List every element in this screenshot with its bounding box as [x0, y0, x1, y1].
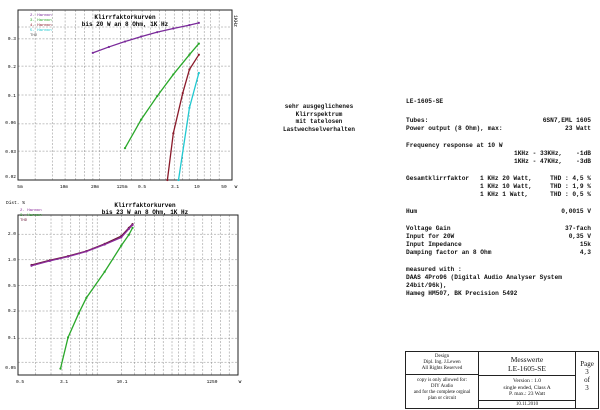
- freq-range: 1KHz - 47KHz,: [514, 158, 563, 165]
- legend-2-harmon: 2. Harmon: [20, 209, 42, 213]
- data-point: [182, 92, 184, 94]
- legend-5-harmon: 5. Harmon: [30, 29, 52, 33]
- power-value: 23 Watt: [565, 125, 591, 132]
- copy-note: plan or circuit: [427, 396, 457, 401]
- x-tick: 10.1: [116, 380, 128, 385]
- data-point: [108, 46, 110, 48]
- rights-text: All Rights Reserved: [421, 366, 463, 371]
- x-tick: 20m: [90, 185, 100, 190]
- title-model: LE-1605-SE: [508, 364, 546, 373]
- comment-line: sehr ausgeglichenes: [284, 103, 354, 110]
- thd-value: THD : 4,5 %: [550, 175, 591, 182]
- y-tick: 0.1: [7, 94, 16, 99]
- y-tick: 0.03: [5, 150, 16, 155]
- data-point: [92, 52, 94, 54]
- data-point: [124, 147, 126, 149]
- data-point: [172, 27, 174, 29]
- data-point: [59, 368, 61, 370]
- data-point: [156, 31, 158, 33]
- title-pmax: P. max.: 23 Watt: [509, 391, 545, 397]
- spec-model: LE-1605-SE: [406, 98, 444, 105]
- data-point: [120, 245, 122, 247]
- data-point: [67, 336, 69, 338]
- data-point: [198, 22, 200, 24]
- y-tick: 0.1: [7, 336, 16, 341]
- tubes-value: 6SN7,EML 1605: [542, 117, 591, 124]
- title-block-page-cell: [576, 352, 598, 408]
- data-point: [188, 107, 190, 109]
- data-point: [188, 54, 190, 56]
- legend-thd: THD: [30, 34, 38, 38]
- x-tick: 3.1: [59, 380, 69, 385]
- page-of-label: of: [584, 376, 590, 384]
- data-point: [30, 265, 32, 267]
- title-type: single ended, Class A: [503, 384, 551, 391]
- thd-label: Gesamtklirrfaktor: [406, 175, 470, 182]
- power-label: Power output (8 Ohm), max:: [406, 125, 503, 132]
- thd-cond: 1 KHz 1 Watt,: [480, 191, 529, 198]
- data-point: [198, 72, 200, 74]
- copy-note: copy is only allowed for:: [417, 378, 467, 383]
- x-tick: 10: [194, 185, 200, 190]
- y-tick: 2.0: [7, 232, 16, 237]
- copy-note: DIY Audio: [430, 384, 454, 389]
- x-tick: 10m: [59, 185, 69, 190]
- design-label: Design: [434, 354, 450, 359]
- data-point: [198, 54, 200, 56]
- damping-label: Damping factor an 8 Ohm: [406, 249, 492, 256]
- y-tick: 0.02: [5, 175, 16, 180]
- chart-2-title-2: bis 23 W an 8 Ohm, 1K Hz: [101, 209, 189, 216]
- x-tick: W: [234, 185, 238, 190]
- vgain-value: 37-fach: [565, 225, 591, 232]
- title-heading: Messwerte: [510, 355, 544, 364]
- data-point: [131, 227, 133, 229]
- data-point: [131, 224, 133, 226]
- data-point: [156, 95, 158, 97]
- data-point: [124, 40, 126, 42]
- data-point: [198, 42, 200, 44]
- y-tick: 0.2: [7, 309, 16, 314]
- x-tick: 0.5: [137, 185, 147, 190]
- data-point: [104, 271, 106, 273]
- title-block-main-cell: [479, 352, 576, 408]
- thd-value: THD : 0,5 %: [550, 191, 591, 198]
- chart-1-title-1: Klirrfaktorkurven: [94, 14, 156, 21]
- legend-thd: THD: [20, 219, 28, 223]
- thd-cond: 1 KHz 10 Watt,: [480, 183, 532, 190]
- data-point: [78, 312, 80, 314]
- data-point: [166, 179, 168, 181]
- title-date: 10.11.2010: [479, 400, 575, 408]
- data-point: [188, 68, 190, 70]
- thd-cond: 1 KHz 20 Watt,: [480, 175, 532, 182]
- input-value: 0,35 V: [568, 233, 591, 240]
- legend-4-harmon: 4. Harmon: [30, 24, 52, 28]
- title-version: Version : 1.0: [513, 378, 541, 384]
- measured-line: 24bit/96k),: [406, 282, 447, 289]
- freq-value: -3dB: [576, 158, 591, 165]
- freq-range: 1KHz - 33KHz,: [514, 150, 563, 157]
- tubes-label: Tubes:: [406, 117, 429, 124]
- x-tick: 125m: [116, 185, 128, 190]
- page-total: 3: [585, 384, 589, 392]
- distortion-comment: [263, 103, 375, 133]
- y-tick: 0.3: [7, 37, 16, 42]
- x-tick: 0.5: [15, 380, 25, 385]
- hum-value: 0,0015 V: [561, 208, 591, 215]
- x-tick: 5m: [17, 185, 23, 190]
- x-tick: 3.1: [170, 185, 180, 190]
- x-tick: 50: [221, 185, 227, 190]
- spec-sheet: [406, 98, 591, 298]
- hum-label: Hum: [406, 208, 418, 215]
- data-point: [140, 119, 142, 121]
- data-point: [67, 256, 69, 258]
- comment-line: Lastwechselverhalten: [282, 125, 355, 133]
- chart-1-title-2: bis 20 W an 8 Ohm, 1K Hz: [81, 21, 169, 28]
- title-block: [405, 351, 599, 409]
- legend-2-harmon: 2. Harmon: [30, 14, 52, 18]
- measured-label: measured with :: [406, 266, 462, 273]
- chart-2-title-1: Klirrfaktorkurven: [114, 202, 176, 209]
- legend-3-harmon: 3. Harmon: [20, 214, 42, 218]
- freq-label: Frequency response at 10 W: [406, 142, 503, 149]
- measured-line: DAAS 4Pro96 (Digital Audio Analyser System: [406, 274, 562, 281]
- vgain-label: Voltage Gain: [406, 225, 451, 232]
- x-tick: 1250: [206, 380, 218, 385]
- copy-note: and for the complete orginal: [413, 390, 471, 395]
- impedance-label: Input Impedance: [406, 241, 462, 248]
- chart-1-corner-label: 1KHz: [232, 15, 238, 28]
- data-point: [85, 250, 87, 252]
- data-point: [140, 35, 142, 37]
- y-tick: 0.2: [7, 65, 16, 70]
- impedance-value: 15k: [579, 241, 591, 248]
- data-point: [128, 234, 130, 236]
- chart-2-y-axis-label: Dist. %: [6, 201, 25, 206]
- data-point: [172, 73, 174, 75]
- y-tick: 0.05: [5, 366, 16, 371]
- damping-value: 4,3: [579, 249, 591, 256]
- data-point: [128, 228, 130, 230]
- title-block-design-cell: [406, 352, 479, 408]
- legend-3-harmon: 3. Harmon: [30, 19, 52, 23]
- data-point: [177, 179, 179, 181]
- chart-1: [0, 0, 250, 195]
- input-label: Input for 20W: [406, 233, 455, 240]
- data-point: [172, 132, 174, 134]
- freq-value: -1dB: [576, 150, 591, 157]
- data-point: [49, 260, 51, 262]
- data-point: [104, 243, 106, 245]
- comment-line: Klirrspektrum: [295, 110, 343, 118]
- data-point: [120, 236, 122, 238]
- y-tick: 0.5: [7, 284, 16, 289]
- data-point: [85, 297, 87, 299]
- y-tick: 0.06: [5, 121, 16, 126]
- designer-name: Dipl. Ing. J.Lewen: [423, 360, 461, 365]
- data-point: [188, 24, 190, 26]
- x-tick: W: [238, 380, 242, 385]
- y-tick: 1.0: [7, 258, 16, 263]
- page-number: 3: [585, 368, 589, 376]
- measured-line: Hameg HM507, BK Precision 5492: [406, 290, 518, 297]
- page-label: Page: [580, 360, 594, 368]
- thd-value: THD : 1,9 %: [550, 183, 591, 190]
- comment-line: mit tatelosen: [295, 118, 343, 125]
- chart-2: [0, 199, 250, 389]
